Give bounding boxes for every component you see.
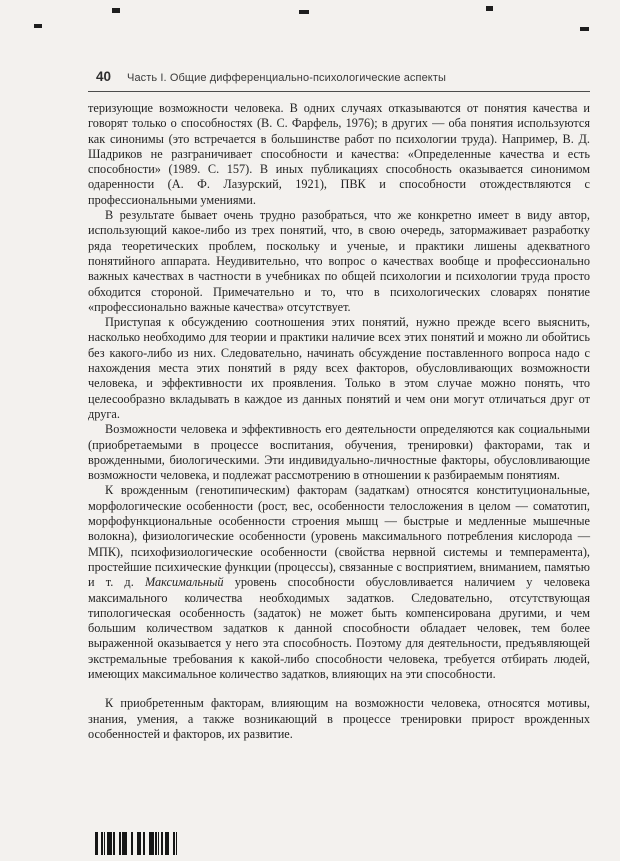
scan-artifact <box>580 27 589 31</box>
paragraph <box>88 101 590 208</box>
scan-artifact <box>299 10 309 14</box>
body-text <box>88 101 590 742</box>
paragraph <box>88 315 590 422</box>
page-number: 40 <box>96 69 112 84</box>
scan-artifact <box>112 8 120 13</box>
paragraph <box>88 483 590 682</box>
emphasis-text: Максимальный <box>144 575 224 590</box>
page-header <box>88 68 590 92</box>
text-run: К врожденным (генотипическим) факторам (задаткам) относятся конституциональные, морфологические особенности (рост, вес, особенности телосложения в целом — соматотип, морфофункциональные особенности строения мышц — быстрые и медленные мышечные волокна), физиологические особенности (уровень максимального потребления кислорода — МПК), психофизиологические особенности (свойства нервной системы и темперамента), простейшие психические функции (процессы), связанные с восприятием, вниманием, памятью и т. д. <box>88 483 590 590</box>
scan-artifact <box>34 24 42 28</box>
paragraph <box>88 422 590 483</box>
paragraph <box>88 696 590 742</box>
text-run: уровень способности обусловливается наличием у человека максимального количества необходимых задатков. Следовательно, отсутствующая типологическая особенность (задаток) не может быть компенсирована другими, и чем большим количеством задатков к данной способности обладает человек, тем более выраженной оказывается у него эта способность. Поэтому для деятельности, предъявляющей экстремальные требования к какой-либо способности человека, требуется отбирать людей, имеющих максимальное количество задатков, влияющих на эти способности. <box>88 575 590 681</box>
text-run: теризующие возможности человека. В одних случаях отказываются от понятия качества и говорят только о способностях (В. С. Фарфель, 1976); в других — оба понятия используются как синонимы (это встречается в большинстве работ по психологии труда). Например, В. Д. Шадриков не разграничивает способности и качества: «Определенные качества и есть способности» (1989. С. 157). В иных публикациях способность оказывается синонимом одаренности (А. Ф. Лазурский, 1921), ПВК и способности отождествляются с профессиональными умениями. <box>88 101 590 207</box>
scan-artifact <box>486 6 493 11</box>
text-run: К приобретенным факторам, влияющим на возможности человека, относятся мотивы, знания, умения, а также возникающий в процессе тренировки прирост врожденных особенностей и факторов, их развитие. <box>88 696 590 741</box>
barcode <box>95 832 177 855</box>
chapter-title: Часть I. Общие дифференциально-психологические аспекты <box>127 72 446 84</box>
paragraph <box>88 208 590 315</box>
text-run: Приступая к обсуждению соотношения этих понятий, нужно прежде всего выяснить, насколько необходимо для теории и практики наличие всех этих понятий и можно ли обойтись без какого-либо из них. Следовательно, начинать обсуждение поставленного вопроса надо с нахождения места этих понятий в ряду всех факторов, обусловливающих возможности человека, и эффективности их проявления. Только в этом случае можно понять, что целесообразно вкладывать в каждое из данных понятий и чем они могут отличаться друг от друга. <box>88 315 590 421</box>
text-run: В результате бывает очень трудно разобраться, что же конкретно имеет в виду автор, использующий какое-либо из трех понятий, что, в свою очередь, затормаживает разработку ряда теоретических проблем, поскольку и ученые, и практики лишены адекватного понятийного аппарата. Неудивительно, что вопрос о качествах вообще и профессионально важных качествах в частности в учебниках по общей психологии и психологии труда просто обходится стороной. Примечательно и то, что в психологических словарях понятие «профессионально важные качества» отсутствует. <box>88 208 590 314</box>
text-run: Возможности человека и эффективность его деятельности определяются как социальными (приобретаемыми в процессе воспитания, обучения, тренировки) факторами, так и врожденными, биологическими. Эти индивидуально-личностные факторы, обусловливающие возможности человека, и подлежат рассмотрению в отношении к разбираемым понятиям. <box>88 422 590 483</box>
